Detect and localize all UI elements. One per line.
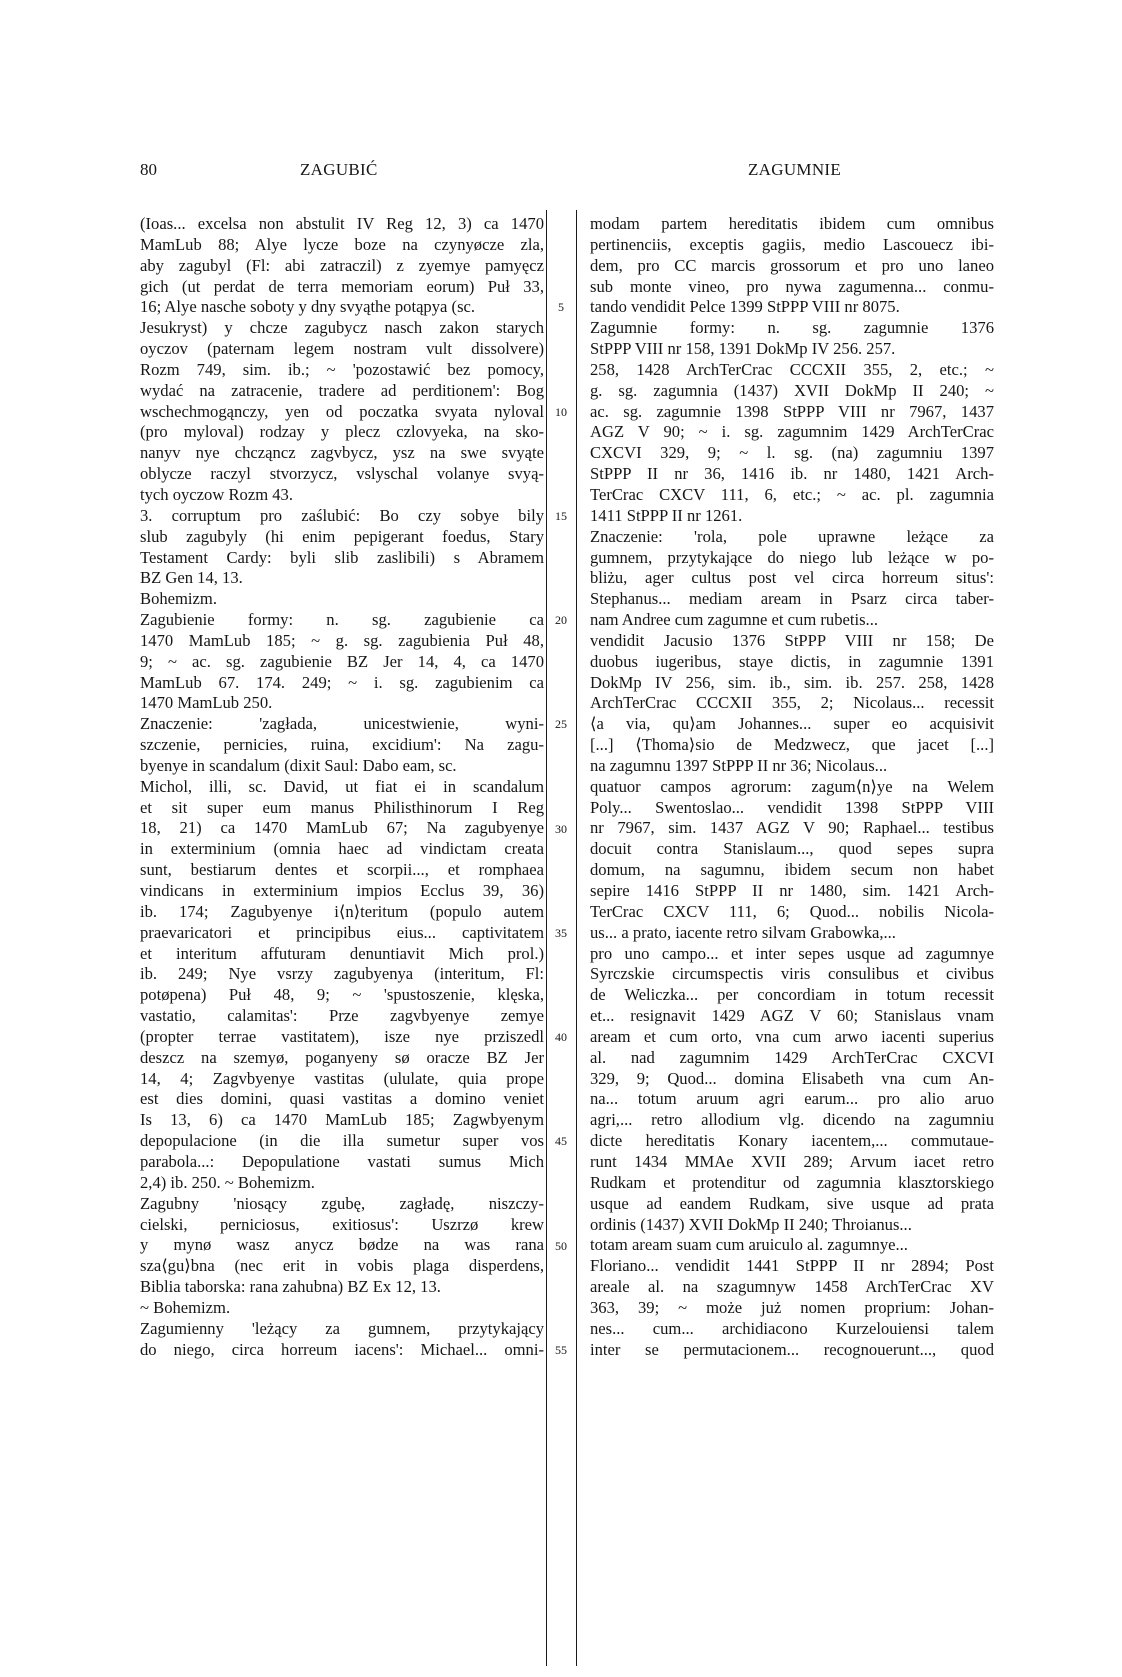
text-line: 2,4) ib. 250. ~ Bohemizm.	[140, 1172, 315, 1192]
text-line: areale al. na szagumnyw 1458 ArchTerCrac XV	[590, 1277, 994, 1297]
text-line: Rudkam et protenditur od zagumnia klasztorskiego	[590, 1172, 994, 1192]
text-line: oblycze raczyl stvorzycz, vslyschal volanye svyą-	[140, 464, 544, 484]
text-line: ArchTerCrac CCCXII 355, 2; Nicolaus... recessit	[590, 693, 994, 713]
text-line: est dies domini, quasi vastitas a domino veniet	[140, 1089, 544, 1109]
line-number: 55	[555, 1342, 567, 1357]
column-rule-left	[546, 210, 547, 1666]
text-line: oyczov (paternam legem nostram vult dissolvere)	[140, 339, 544, 359]
text-line: Floriano... vendidit 1441 StPPP II nr 2894; Post	[590, 1256, 994, 1276]
text-line: 9; ~ ac. sg. zagubienie BZ Jer 14, 4, ca 1470	[140, 651, 544, 671]
text-line: szczenie, pernicies, ruina, excidium': Na zagu-	[140, 735, 544, 755]
text-line: gich (ut perdat de terra memoriam eorum) Puł 33,	[140, 276, 544, 296]
line-number: 40	[555, 1030, 567, 1045]
left-headword: ZAGUBIĆ	[300, 160, 378, 179]
text-line: tando vendidit Pelce 1399 StPPP VIII nr 8075.	[590, 297, 900, 317]
text-line: gumnem, przytykające do niego lub leżące w po-	[590, 547, 994, 567]
text-line: pro uno campo... et inter sepes usque ad zagumnye	[590, 943, 994, 963]
line-number: 15	[555, 508, 567, 523]
text-line: al. nad zagumnim 1429 ArchTerCrac CXCVI	[590, 1047, 994, 1067]
right-column	[590, 214, 994, 1360]
text-line: Stephanus... mediam aream in Psarz circa taber-	[590, 589, 994, 609]
text-line: us... a prato, iacente retro silvam Grabowka,...	[590, 922, 896, 942]
text-line: TerCrac CXCV 111, 6, etc.; ~ ac. pl. zagumnia	[590, 484, 994, 504]
text-line: MamLub 67. 174. 249; ~ i. sg. zagubienim ca	[140, 672, 544, 692]
text-line: domum, na sagumnu, ibidem secum non habet	[590, 860, 994, 880]
text-line: Zagubny 'niosący zgubę, zagładę, niszczy-	[140, 1193, 544, 1213]
text-line: y mynø wasz anycz bødze na was rana	[140, 1235, 544, 1255]
text-line: vastatio, calamitas': Prze zagvbyenye zemye	[140, 1006, 544, 1026]
line-number: 20	[555, 613, 567, 628]
text-line: et interitum affuturam denuntiavit Mich prol.)	[140, 943, 544, 963]
text-line: nam Andree cum zagumne et cum rubetis...	[590, 610, 878, 630]
text-line: BZ Gen 14, 13.	[140, 568, 243, 588]
text-line: wydać na zatracenie, tradere ad perditionem': Bog	[140, 380, 544, 400]
text-line: 3. corruptum pro zaślubić: Bo czy sobye bily	[140, 505, 544, 525]
text-line: g. sg. zagumnia (1437) XVII DokMp II 240; ~	[590, 380, 994, 400]
column-rule-right	[576, 210, 577, 1666]
text-line: 14, 4; Zagvbyenye vastitas (ululate, quia prope	[140, 1068, 544, 1088]
line-number: 5	[558, 300, 564, 315]
text-line: StPPP VIII nr 158, 1391 DokMp IV 256. 257.	[590, 339, 896, 359]
text-line: nes... cum... archidiacono Kurzelouiensi talem	[590, 1318, 994, 1338]
text-line: (Ioas... excelsa non abstulit IV Reg 12, 3) ca 1470	[140, 214, 544, 233]
text-line: 1470 MamLub 250.	[140, 693, 273, 713]
text-line: nanyv nye chcząncz zagvbycz, ysz na swe svyąte	[140, 443, 544, 463]
line-number: 10	[555, 404, 567, 419]
line-number: 45	[555, 1134, 567, 1149]
text-line: (propter terrae vastitatem), isze nye prziszedl	[140, 1026, 544, 1046]
text-line: Rozm 749, sim. ib.; ~ 'pozostawić bez pomocy,	[140, 359, 544, 379]
text-line: ⟨a via, qu⟩am Johannes... super eo acquisivit	[590, 714, 994, 734]
text-line: Zagubienie formy: n. sg. zagubienie ca	[140, 610, 544, 630]
text-line: aream et cum orto, vna cum arwo iacenti superius	[590, 1026, 994, 1046]
text-line: praevaricatori et principibus eius... captivitatem	[140, 922, 544, 942]
text-line: TerCrac CXCV 111, 6; Quod... nobilis Nicola-	[590, 901, 994, 921]
text-line: MamLub 88; Alye lycze boze na czynyøcze zla,	[140, 234, 544, 254]
text-line: 1470 MamLub 185; ~ g. sg. zagubienia Puł 48,	[140, 630, 544, 650]
text-line: Syrczskie circumspectis viris consulibus et civibus	[590, 964, 994, 984]
running-header	[0, 160, 1122, 190]
text-line: ~ Bohemizm.	[140, 1297, 231, 1317]
text-line: CXCVI 329, 9; ~ l. sg. (na) zagumniu 1397	[590, 443, 994, 463]
text-line: 329, 9; Quod... domina Elisabeth vna cum An-	[590, 1068, 994, 1088]
text-line: 16; Alye nasche soboty y dny svyąthe potąpya (sc.	[140, 297, 476, 317]
text-line: quatuor campos agrorum: zagum⟨n⟩ye na Welem	[590, 776, 994, 796]
text-line: na zagumnu 1397 StPPP II nr 36; Nicolaus...	[590, 755, 888, 775]
text-line: Bohemizm.	[140, 589, 217, 609]
text-line: Testament Cardy: byli slib zaslibili) s Abramem	[140, 547, 544, 567]
text-line: parabola...: Depopulatione vastati sumus Mich	[140, 1151, 544, 1171]
text-line: et sit super eum manus Philisthinorum I Reg	[140, 797, 544, 817]
left-column	[140, 214, 544, 1360]
text-line: DokMp IV 256, sim. ib., sim. ib. 257. 258, 1428	[590, 672, 994, 692]
text-line: tych oyczow Rozm 43.	[140, 484, 293, 504]
text-line: Michol, illi, sc. David, ut fiat ei in scandalum	[140, 776, 544, 796]
line-number: 50	[555, 1238, 567, 1253]
text-line: sub monte vineo, pro nywa zagumenna... conmu-	[590, 276, 994, 296]
text-line: totam aream suam cum aruiculo al. zagumnye...	[590, 1235, 908, 1255]
text-line: do niego, circa horreum iacens': Michael... omni-	[140, 1339, 544, 1359]
text-line: slub zagubyly (hi enim pepigerant foedus, Stary	[140, 526, 544, 546]
text-line: sza⟨gu⟩bna (nec erit in vobis plaga disperdens,	[140, 1256, 544, 1276]
line-number: 25	[555, 717, 567, 732]
text-line: et... resignavit 1429 AGZ V 60; Stanislaus vnam	[590, 1006, 994, 1026]
text-line: potøpena) Puł 48, 9; ~ 'spustoszenie, klęska,	[140, 985, 544, 1005]
text-line: depopulacione (in die illa sumetur super vos	[140, 1131, 544, 1151]
text-line: 363, 39; ~ może już nomen proprium: Johan-	[590, 1297, 994, 1317]
line-number: 35	[555, 925, 567, 940]
text-line: de Weliczka... per concordiam in totum recessit	[590, 985, 994, 1005]
text-line: sepire 1416 StPPP II nr 1480, sim. 1421 Arch-	[590, 881, 994, 900]
text-line: inter se permutacionem... recognouerunt..., quod	[590, 1339, 994, 1359]
text-line: sunt, bestiarum dentes et scorpii..., et romphaea	[140, 860, 544, 880]
text-line: usque ad eandem Rudkam, sive usque ad prata	[590, 1193, 994, 1213]
text-line: agri,... retro allodium vlg. dicendo na zagumniu	[590, 1110, 994, 1130]
text-line: vendidit Jacusio 1376 StPPP VIII nr 158; De	[590, 630, 994, 650]
text-line: dicte hereditatis Konary iacentem,... commutaue-	[590, 1131, 994, 1151]
text-line: Zagumienny 'leżący za gumnem, przytykający	[140, 1318, 544, 1338]
text-line: StPPP II nr 36, 1416 ib. nr 1480, 1421 Arch-	[590, 464, 994, 484]
text-line: aby zagubyl (Fl: abi zatraczil) z zyemye pamyęcz	[140, 255, 544, 275]
text-line: [...] ⟨Thoma⟩sio de Medzwecz, que jacet [...]	[590, 735, 994, 755]
text-line: ib. 174; Zagubyenye i⟨n⟩teritum (populo autem	[140, 901, 544, 921]
text-line: Zagumnie formy: n. sg. zagumnie 1376	[590, 318, 994, 338]
text-line: duobus iugeribus, staye dictis, in zagumnie 1391	[590, 651, 994, 671]
text-line: Jesukryst) y chcze zagubycz nasch zakon starych	[140, 318, 544, 338]
text-line: modam partem hereditatis ibidem cum omnibus	[590, 214, 994, 233]
text-line: wschechmogąnczy, yen od poczatka svyata nyloval	[140, 401, 544, 421]
text-line: in exterminium (omnia haec ad vindictam creata	[140, 839, 544, 859]
text-line: pertinenciis, exceptis gagiis, medio Lascouecz ibi-	[590, 234, 994, 254]
text-line: nr 7967, sim. 1437 AGZ V 90; Raphael... testibus	[590, 818, 994, 838]
text-line: Znaczenie: 'rola, pole uprawne leżące za	[590, 526, 994, 546]
right-headword: ZAGUMNIE	[748, 160, 842, 179]
text-line: bliżu, ager cultus post vel circa horreum situs':	[590, 568, 994, 588]
text-line: ib. 249; Nye vsrzy zagubyenya (interitum, Fl:	[140, 964, 544, 984]
text-line: dem, pro CC marcis grossorum et pro uno laneo	[590, 255, 994, 275]
text-line: Is 13, 6) ca 1470 MamLub 185; Zagwbyenym	[140, 1110, 544, 1130]
text-line: docuit contra Stanislaum..., quod sepes supra	[590, 839, 994, 859]
text-line: vindicans in exterminium impios Ecclus 39, 36)	[140, 881, 544, 900]
text-line: AGZ V 90; ~ i. sg. zagumnim 1429 ArchTerCrac	[590, 422, 994, 442]
page-number: 80	[140, 160, 157, 179]
text-line: 18, 21) ca 1470 MamLub 67; Na zagubyenye	[140, 818, 544, 838]
text-line: byenye in scandalum (dixit Saul: Dabo eam, sc.	[140, 755, 457, 775]
text-line: ordinis (1437) XVII DokMp II 240; Throianus...	[590, 1214, 912, 1234]
text-line: cielski, perniciosus, exitiosus': Uszrzø krew	[140, 1214, 544, 1234]
text-line: ac. sg. zagumnie 1398 StPPP VIII nr 7967, 1437	[590, 401, 994, 421]
text-line: deszcz na szemyø, poganyeny sø oracze BZ Jer	[140, 1047, 544, 1067]
text-line: Poly... Swentoslao... vendidit 1398 StPPP VIII	[590, 797, 994, 817]
text-line: 1411 StPPP II nr 1261.	[590, 505, 743, 525]
text-line: (pro myloval) rodzay y plecz czlovyeka, na sko-	[140, 422, 544, 442]
text-line: runt 1434 MMAe XVII 289; Arvum iacet retro	[590, 1151, 994, 1171]
text-line: Biblia taborska: rana zahubna) BZ Ex 12, 13.	[140, 1277, 441, 1297]
line-number: 30	[555, 821, 567, 836]
text-line: Znaczenie: 'zagłada, unicestwienie, wyni-	[140, 714, 544, 734]
text-line: 258, 1428 ArchTerCrac CCCXII 355, 2, etc.; ~	[590, 359, 994, 379]
text-line: na... totum aruum agri earum... pro alio aruo	[590, 1089, 994, 1109]
